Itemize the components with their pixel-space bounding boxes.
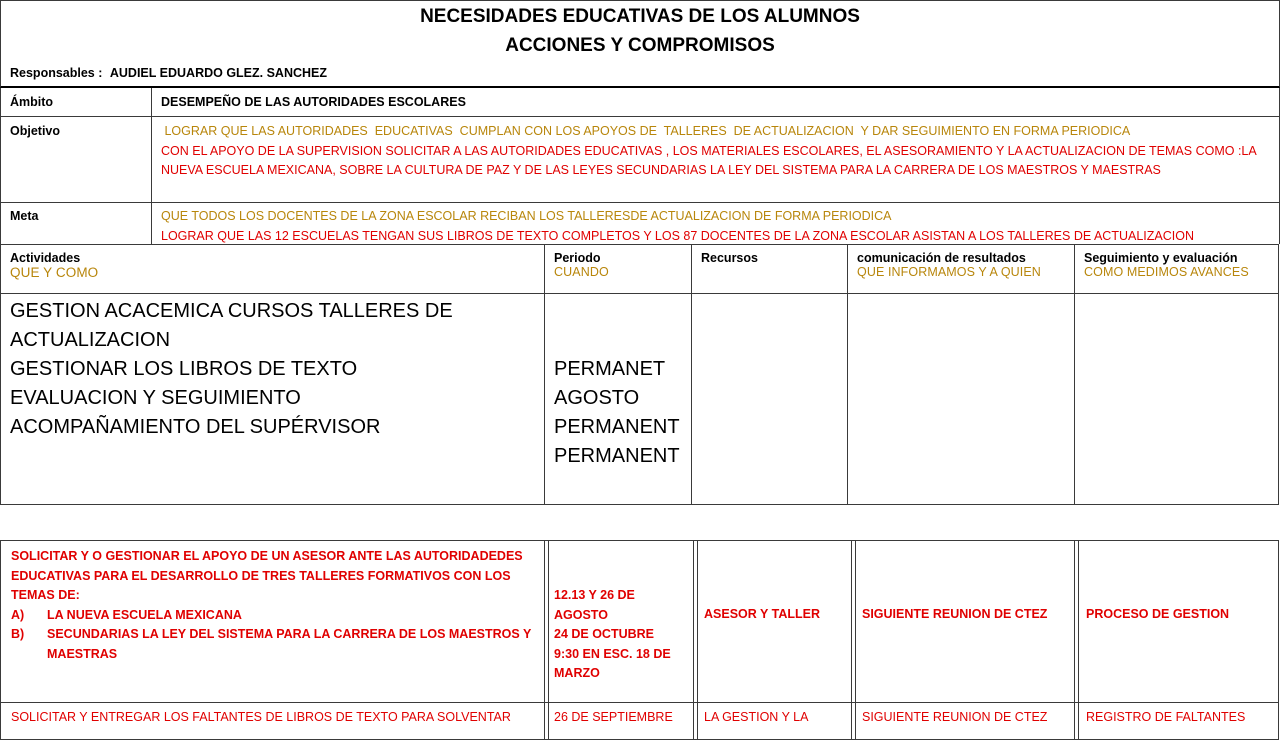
meta-line2: LOGRAR QUE LAS 12 ESCUELAS TENGAN SUS LIBROS DE TEXTO COMPLETOS Y LOS 87 DOCENTES DE LA ZONA ESCOLAR ASISTAN A LOS TALLERES DE ACTUALIZACION bbox=[161, 228, 1194, 243]
col-divider bbox=[544, 244, 545, 505]
objetivo-value bbox=[161, 122, 1266, 181]
col-divider bbox=[697, 540, 698, 740]
objetivo-label: Objetivo bbox=[10, 124, 61, 138]
detail-recursos: ASESOR Y TALLER bbox=[704, 607, 820, 621]
objetivo-line1: LOGRAR QUE LAS AUTORIDADES EDUCATIVAS CUMPLAN CON LOS APOYOS DE TALLERES DE ACTUALIZACION Y DAR SEGUIMIENTO EN FORMA PERIODICA bbox=[161, 124, 1131, 138]
col-header-periodo bbox=[554, 251, 609, 279]
detail-actividad-intro: SOLICITAR Y O GESTIONAR EL APOYO DE UN ASESOR ANTE LAS AUTORIDADEDES EDUCATIVAS PARA EL DESARROLLO DE TRES TALLERES FORMATIVOS CON LOS TEMAS DE: bbox=[11, 549, 523, 602]
detail2-periodo: 26 DE SEPTIEMBRE bbox=[554, 710, 673, 724]
col-title: comunicación de resultados bbox=[857, 251, 1026, 265]
list-text: LA NUEVA ESCUELA MEXICANA bbox=[47, 607, 242, 622]
col-header-recursos bbox=[701, 251, 758, 265]
detail2-actividad: SOLICITAR Y ENTREGAR LOS FALTANTES DE LIBROS DE TEXTO PARA SOLVENTAR bbox=[11, 710, 511, 724]
list-text: SECUNDARIAS LA LEY DEL SISTEMA PARA LA CARRERA DE LOS MAESTROS Y MAESTRAS bbox=[47, 627, 532, 661]
col-divider bbox=[691, 244, 692, 505]
list-item bbox=[11, 625, 538, 664]
col-title: Periodo bbox=[554, 251, 601, 265]
responsables-label: Responsables : bbox=[10, 66, 103, 80]
info-table-divider bbox=[151, 88, 152, 244]
periodo-list bbox=[554, 355, 689, 471]
meta-line1: QUE TODOS LOS DOCENTES DE LA ZONA ESCOLAR RECIBAN LOS TALLERESDE ACTUALIZACION DE FORMA PERIODICA bbox=[161, 209, 892, 223]
header-row-line bbox=[0, 293, 1279, 294]
detail-seguimiento: PROCESO DE GESTION bbox=[1086, 607, 1230, 621]
col-divider bbox=[847, 244, 848, 505]
meta-label: Meta bbox=[10, 209, 39, 223]
col-header-seguimiento bbox=[1084, 251, 1249, 279]
list-marker: B) bbox=[11, 627, 25, 641]
topic-list bbox=[11, 606, 538, 665]
col-divider bbox=[693, 540, 694, 740]
col-divider bbox=[1074, 540, 1075, 740]
actividades-list bbox=[10, 297, 535, 442]
list-item bbox=[11, 606, 538, 626]
ambito-label: Ámbito bbox=[10, 95, 54, 109]
col-subtitle: QUE INFORMAMOS Y A QUIEN bbox=[857, 265, 1041, 279]
col-header-actividades bbox=[10, 251, 98, 280]
col-divider bbox=[851, 540, 852, 740]
actividad-item: ACOMPAÑAMIENTO DEL SUPÉRVISOR bbox=[10, 416, 381, 438]
col-header-comunicacion bbox=[857, 251, 1041, 279]
col-title: Recursos bbox=[701, 251, 758, 265]
detail-comunicacion: SIGUIENTE REUNION DE CTEZ bbox=[862, 607, 1048, 621]
periodo-item: PERMANET bbox=[554, 358, 666, 380]
col-divider bbox=[544, 540, 545, 740]
detail2-seguimiento: REGISTRO DE FALTANTES bbox=[1086, 710, 1246, 724]
periodo-item: AGOSTO bbox=[554, 387, 640, 409]
actividad-item: GESTIONAR LOS LIBROS DE TEXTO bbox=[10, 358, 358, 380]
row-line bbox=[0, 202, 1280, 203]
col-subtitle: CUANDO bbox=[554, 265, 609, 279]
col-title: Seguimiento y evaluación bbox=[1084, 251, 1238, 265]
col-subtitle: COMO MEDIMOS AVANCES bbox=[1084, 265, 1249, 279]
row-line bbox=[0, 116, 1280, 117]
col-divider bbox=[855, 540, 856, 740]
col-divider bbox=[1078, 540, 1079, 740]
periodo-item: PERMANENT bbox=[554, 416, 680, 438]
page-title: NECESIDADES EDUCATIVAS DE LOS ALUMNOS bbox=[420, 6, 860, 27]
detail-periodo: 12.13 Y 26 DE AGOSTO 24 DE OCTUBRE 9:30 EN ESC. 18 DE MARZO bbox=[554, 588, 671, 680]
actividad-item: EVALUACION Y SEGUIMIENTO bbox=[10, 387, 301, 409]
detail-actividad bbox=[11, 547, 538, 664]
row-line bbox=[0, 702, 1279, 703]
detail2-comunicacion: SIGUIENTE REUNION DE CTEZ bbox=[862, 710, 1048, 724]
periodo-item: PERMANENT bbox=[554, 445, 680, 467]
responsables-value: AUDIEL EDUARDO GLEZ. SANCHEZ bbox=[109, 66, 328, 80]
detail2-recursos: LA GESTION Y LA bbox=[704, 710, 809, 724]
col-divider bbox=[1074, 244, 1075, 505]
col-subtitle: QUE Y COMO bbox=[10, 265, 99, 280]
page-subtitle: ACCIONES Y COMPROMISOS bbox=[505, 35, 775, 56]
meta-value bbox=[161, 207, 1276, 246]
ambito-value: DESEMPEÑO DE LAS AUTORIDADES ESCOLARES bbox=[161, 95, 466, 109]
objetivo-line2: CON EL APOYO DE LA SUPERVISION SOLICITAR A LAS AUTORIDADES EDUCATIVAS , LOS MATERIALES ESCOLARES, EL ASESORAMIENTO Y LA ACTUALIZACION DE TEMAS COMO :LA NUEVA ESCUELA MEXICANA, SOBRE LA CULTURA DE PAZ Y DE LAS LEYES SECUNDARIAS LA LEY DEL SISTEMA PARA LA CARRERA DE LOS MAESTROS Y MAESTRAS bbox=[161, 143, 1257, 177]
actividad-item: GESTION ACACEMICA CURSOS TALLERES DE ACTUALIZACION bbox=[10, 300, 453, 351]
list-marker: A) bbox=[11, 607, 25, 622]
col-divider bbox=[548, 540, 549, 740]
col-title: Actividades bbox=[10, 251, 81, 265]
responsables bbox=[10, 66, 327, 80]
